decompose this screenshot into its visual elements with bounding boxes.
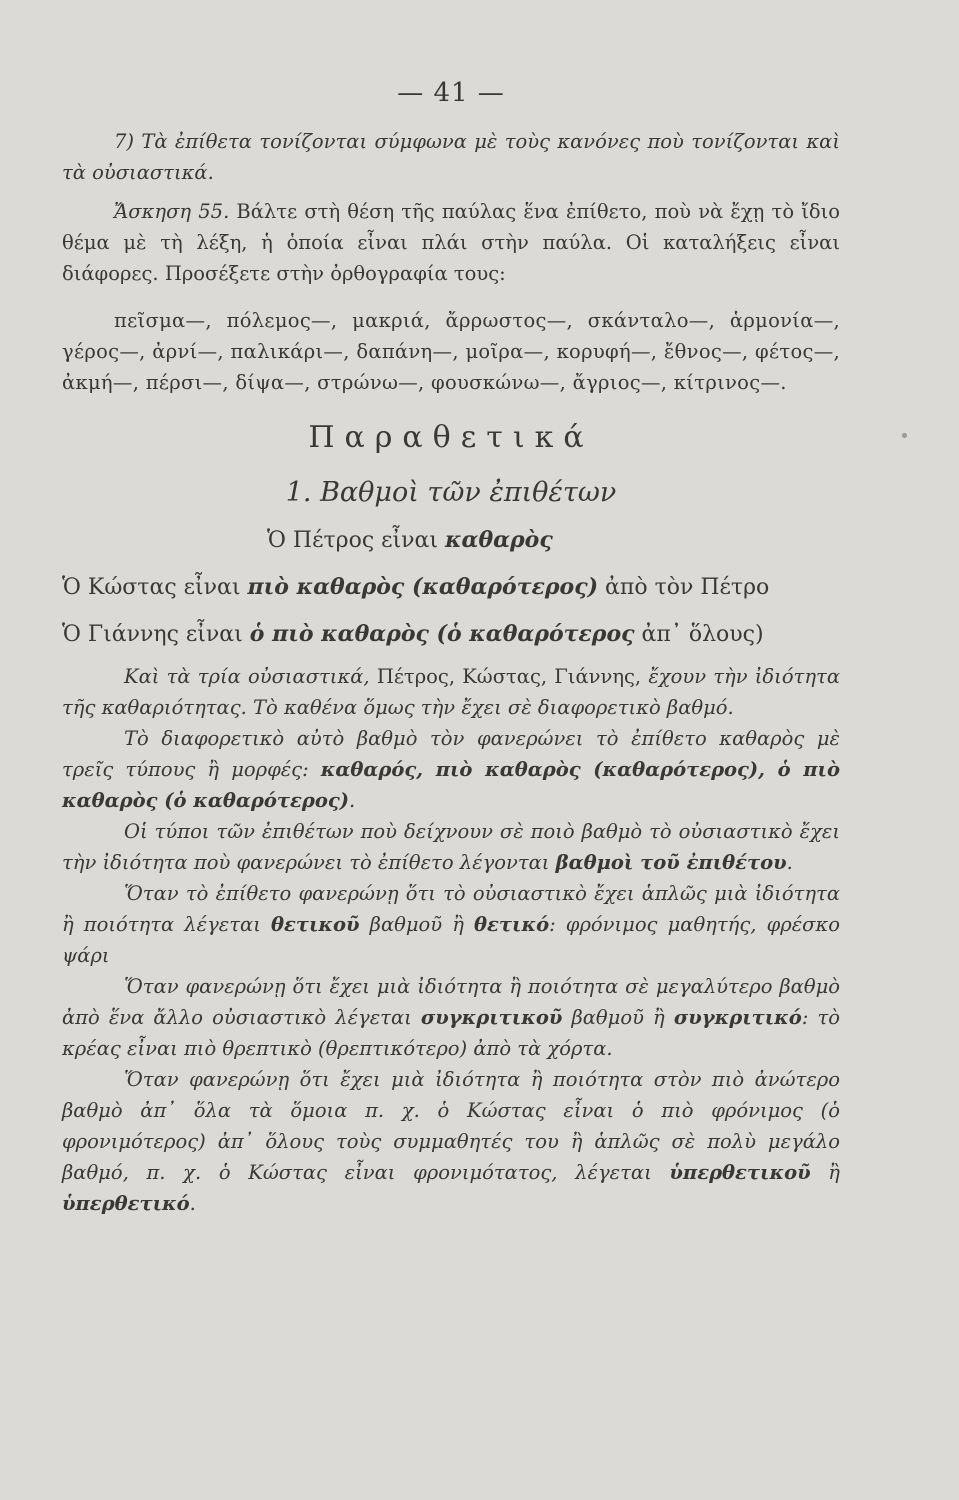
para6-e: . [189,1192,196,1215]
para3-a: Οἱ τύποι τῶν ἐπιθέτων ποὺ δείχνουν σὲ ποιὸ βαθμὸ τὸ οὐσιαστικὸ ἔχει τὴν ἰδιότητα ποὺ φανερώνει τὸ ἐπίθετο λέγονται [62,820,840,874]
paragraph-6 [62,1064,840,1219]
para5-a: Ὅταν φανερώνῃ ὅτι ἔχει μιὰ ἰδιότητα ἢ ποιότητα σὲ μεγαλύτερο βαθμὸ ἀπὸ ἕνα ἄλλο οὐσιαστικὸ λέγεται [62,975,840,1029]
paragraph-1 [62,661,840,723]
para6-bold-2: ὑπερθετικό [62,1192,190,1215]
para2-a: Τὸ διαφορετικὸ αὐτὸ βαθμὸ τὸν φανερώνει τὸ ἐπίθετο καθαρὸς μὲ τρεῖς τύπους ἢ μορφές: [62,727,840,781]
para3-c: . [786,851,793,874]
example-2-bold: πιὸ καθαρὸς (καθαρότερος) [247,574,599,600]
page-number: — 41 — [397,78,505,108]
subheading: 1. Βαθμοὶ τῶν ἐπιθέτων [285,477,617,508]
exercise-instructions [62,196,840,289]
para6-bold-1: ὑπερθετικοῦ [669,1161,811,1184]
para5-bold-1: συγκριτικοῦ [420,1006,563,1029]
para4-bold-1: θετικοῦ [270,913,360,936]
para4-c: βαθμοῦ ἢ [359,913,475,936]
example-positive [62,520,840,561]
para1-c: ἔχουν τὴν ἰδιότητα τῆς καθαριότητας. Τὸ καθένα ὅμως τὴν ἔχει σὲ διαφορετικὸ βαθμό. [62,665,840,719]
example-3-bold: ὁ πιὸ καθαρὸς (ὁ καθαρότερος [249,621,635,647]
para1-a: Καὶ τὰ τρία οὐσιαστικά, [124,665,377,688]
example-1-bold: καθαρὸς [445,527,553,553]
page-content [62,78,840,1219]
para6-a: Ὅταν φανερώνῃ ὅτι ἔχει μιὰ ἰδιότητα ἢ ποιότητα στὸν πιὸ ἀνώτερο βαθμὸ ἀπ᾽ ὅλα τὰ ὅμοια π. χ. ὁ Κώστας εἶναι ὁ πιὸ φρόνιμος (ὁ φρονιμότερος) ἀπ᾽ ὅλους τοὺς συμμαθητές του ἢ ἁπλῶς σὲ πολὺ μεγάλο βαθμό, π. χ. ὁ Κώστας εἶναι φρονιμότατος, λέγεται [62,1068,840,1184]
example-comparative [62,567,840,608]
para1-names: Πέτρος, Κώστας, Γιάννης, [376,665,642,688]
para4-bold-2: θετικό [474,913,550,936]
exercise-word-list: πεῖσμα—, πόλεμος—, μακριά, ἄρρωστος—, σκάνταλο—, ἁρμονία—, γέρος—, ἀρνί—, παλικάρι—, δαπάνη—, μοῖρα—, κορυφή—, ἔθνος—, φέτος—, ἀκμή—, πέρσι—, δίψα—, στρώνω—, φουσκώνω—, ἄγριος—, κίτρινος—. [62,309,840,394]
paragraph-3 [62,816,840,878]
ink-speck [902,433,907,438]
para2-c: . [348,789,356,812]
example-superlative [62,614,840,655]
exercise-label: Ἄσκηση 55. [114,200,230,223]
para5-e: : τὸ κρέας εἶναι πιὸ θρεπτικὸ (θρεπτικότερο) ἀπὸ τὰ χόρτα. [62,1006,841,1060]
para3-bold: βαθμοὶ τοῦ ἐπιθέτου [555,851,787,874]
paragraph-5 [62,971,840,1064]
example-3-tail: ἀπ᾽ ὅλους) [634,622,764,647]
rule-7: 7) Τὰ ἐπίθετα τονίζονται σύμφωνα μὲ τοὺς κανόνες ποὺ τονίζονται καὶ τὰ οὐσιαστικά. [62,130,840,184]
example-2-text: Ὁ Κώστας εἶναι [62,575,248,600]
para4-e: : φρόνιμος μαθητής, φρέσκο ψάρι [62,913,840,967]
paragraph-2 [62,723,840,816]
para5-bold-2: συγκριτικό [673,1006,802,1029]
example-3-text: Ὁ Γιάννης εἶναι [62,622,250,647]
para2-bold: καθαρός, πιὸ καθαρὸς (καθαρότερος), ὁ πιὸ καθαρὸς (ὁ καθαρότερος) [62,758,840,812]
para4-a: Ὅταν τὸ ἐπίθετο φανερώνῃ ὅτι τὸ οὐσιαστικὸ ἔχει ἁπλῶς μιὰ ἰδιότητα ἢ ποιότητα λέγεται [62,882,840,936]
para6-c: ἢ [810,1161,840,1184]
example-2-tail: ἀπὸ τὸν Πέτρο [598,575,770,600]
example-1-text: Ὁ Πέτρος εἶναι [267,528,446,553]
exercise-text: Βάλτε στὴ θέση τῆς παύλας ἕνα ἐπίθετο, ποὺ νὰ ἔχῃ τὸ ἴδιο θέμα μὲ τὴ λέξη, ἡ ὁποία εἶναι πλάι στὴν παύλα. Οἱ καταλήξεις εἶναι διάφορες. Προσέξετε στὴν ὀρθογραφία τους: [62,200,840,285]
paragraph-4 [62,878,840,971]
para5-c: βαθμοῦ ἢ [562,1006,674,1029]
section-title: Παραθετικά [308,420,594,455]
